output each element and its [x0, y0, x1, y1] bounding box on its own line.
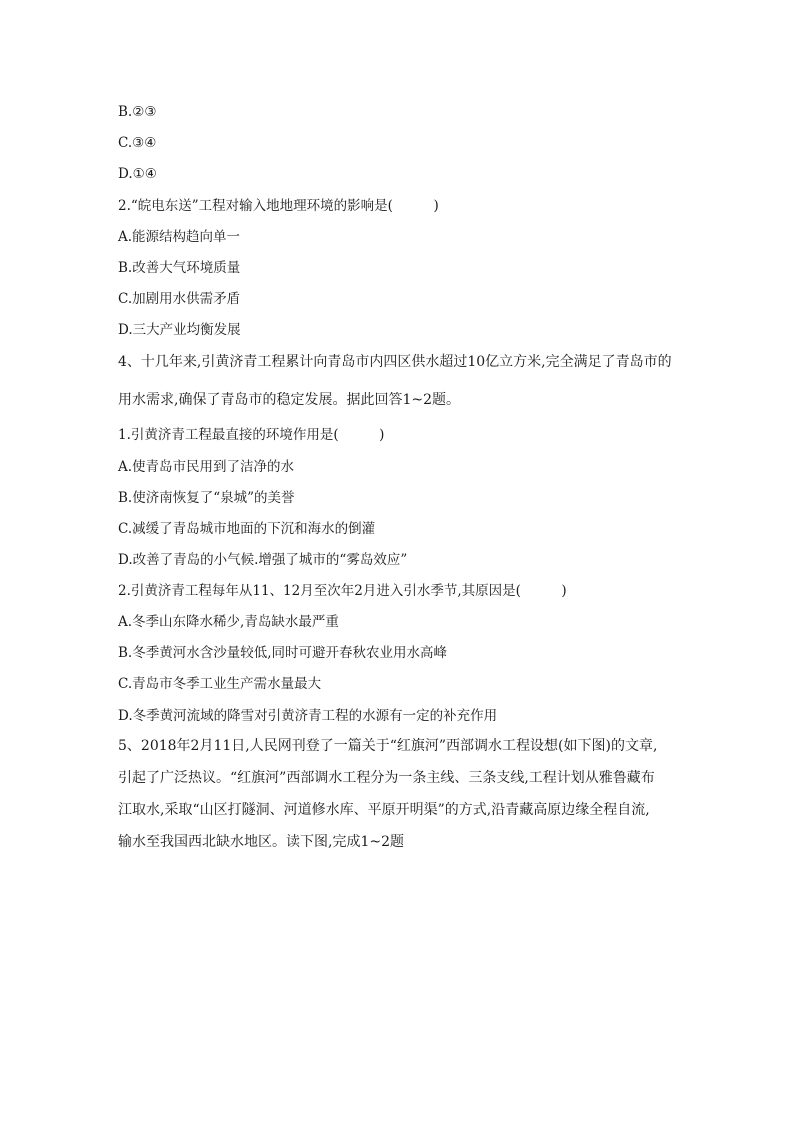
option-b-line: B.②③	[118, 104, 157, 120]
option-c-line: C.③④	[118, 135, 157, 151]
passage-4-line-1: 4、十几年来,引黄济青工程累计向青岛市内四区供水超过10亿立方米,完全满足了青岛市的	[118, 354, 672, 370]
question-2-stem: 2.“皖电东送”工程对输入地地理环境的影响是( )	[118, 198, 439, 214]
passage-4-line-2: 用水需求,确保了青岛市的稳定发展。据此回答1~2题。	[118, 392, 460, 408]
option-d-line: D.①④	[118, 166, 157, 182]
passage-4-question-1-option-d: D.改善了青岛的小气候.增强了城市的“雾岛效应”	[118, 552, 408, 568]
question-2-option-a: A.能源结构趋向单一	[118, 229, 241, 245]
question-2-option-d: D.三大产业均衡发展	[118, 322, 241, 338]
passage-4-question-2-option-b: B.冬季黄河水含沙量较低,同时可避开春秋农业用水高峰	[118, 645, 448, 661]
question-2-option-b: B.改善大气环境质量	[118, 260, 241, 276]
passage-5-line-1: 5、2018年2月11日,人民网刊登了一篇关于“红旗河”西部调水工程设想(如下图)的文章,	[118, 738, 658, 754]
question-2-option-c: C.加剧用水供需矛盾	[118, 291, 241, 307]
passage-4-question-2-option-c: C.青岛市冬季工业生产需水量最大	[118, 676, 322, 692]
passage-5-line-3: 江取水,采取“山区打隧洞、河道修水库、平原开明渠”的方式,沿青藏高原边缘全程自流,	[118, 802, 650, 818]
passage-4-question-1-option-c: C.减缓了青岛城市地面的下沉和海水的倒灌	[118, 521, 376, 537]
passage-4-question-1-option-a: A.使青岛市民用到了洁净的水	[118, 459, 295, 475]
passage-4-question-1-stem: 1.引黄济青工程最直接的环境作用是( )	[118, 427, 385, 443]
passage-4-question-2-option-d: D.冬季黄河流域的降雪对引黄济青工程的水源有一定的补充作用	[118, 708, 498, 724]
passage-5-line-4: 输水至我国西北缺水地区。读下图,完成1~2题	[118, 834, 404, 850]
passage-4-question-2-stem: 2.引黄济青工程每年从11、12月至次年2月进入引水季节,其原因是( )	[118, 583, 567, 599]
passage-4-question-1-option-b: B.使济南恢复了“泉城”的美誉	[118, 490, 295, 506]
passage-4-question-2-option-a: A.冬季山东降水稀少,青岛缺水最严重	[118, 614, 339, 630]
passage-5-line-2: 引起了广泛热议。“红旗河”西部调水工程分为一条主线、三条支线,工程计划从雅鲁藏布	[118, 770, 655, 786]
